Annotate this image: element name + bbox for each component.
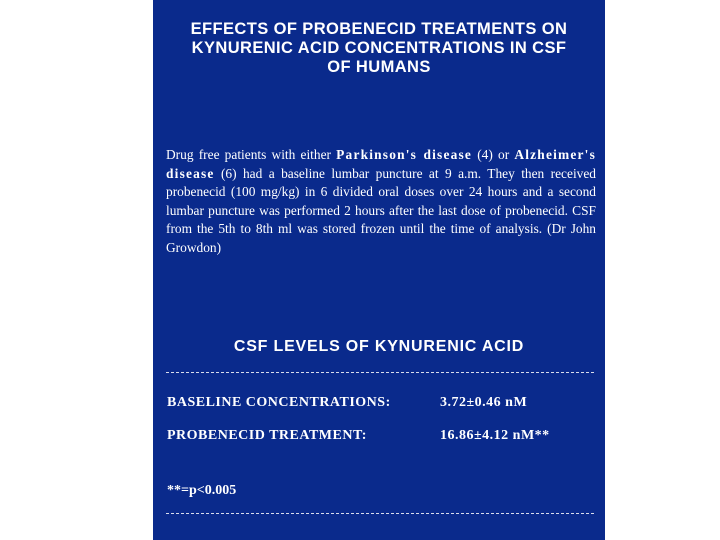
title-line-2: KYNURENIC ACID CONCENTRATIONS IN CSF xyxy=(191,39,567,57)
title-line-3: OF HUMANS xyxy=(327,58,431,76)
parkinsons-disease-label: Parkinson's disease xyxy=(336,147,473,162)
baseline-label: BASELINE CONCENTRATIONS: xyxy=(167,395,391,410)
bottom-dashed-rule xyxy=(166,513,594,514)
intro-text-1: Drug free patients with either xyxy=(166,147,337,162)
top-dashed-rule xyxy=(166,372,594,373)
alzheimers-disease-label: Alzheimer's disease xyxy=(166,147,596,181)
table-title: CSF LEVELS OF KYNURENIC ACID xyxy=(233,338,525,355)
baseline-value: 3.72±0.46 nM xyxy=(440,395,528,410)
slide xyxy=(153,0,605,540)
probenecid-label: PROBENECID TREATMENT: xyxy=(167,428,367,443)
study-description xyxy=(166,146,596,258)
probenecid-value: 16.86±4.12 nM** xyxy=(440,428,550,443)
slide-title xyxy=(153,20,605,77)
intro-text-2: (4) or xyxy=(472,147,515,162)
intro-text-3: (6) had a baseline lumbar puncture at 9 a.m. They then received probenecid (100 mg/kg) in 6 divided oral doses over 24 hours and a second lumbar puncture was performed 2 hours after the last dose of probenecid. CSF from the 5th to 8th ml was stored frozen until the time of analysis. (Dr John Growdon) xyxy=(166,165,596,255)
title-line-1: EFFECTS OF PROBENECID TREATMENTS ON xyxy=(190,20,568,38)
significance-footnote: **=p<0.005 xyxy=(167,483,237,498)
